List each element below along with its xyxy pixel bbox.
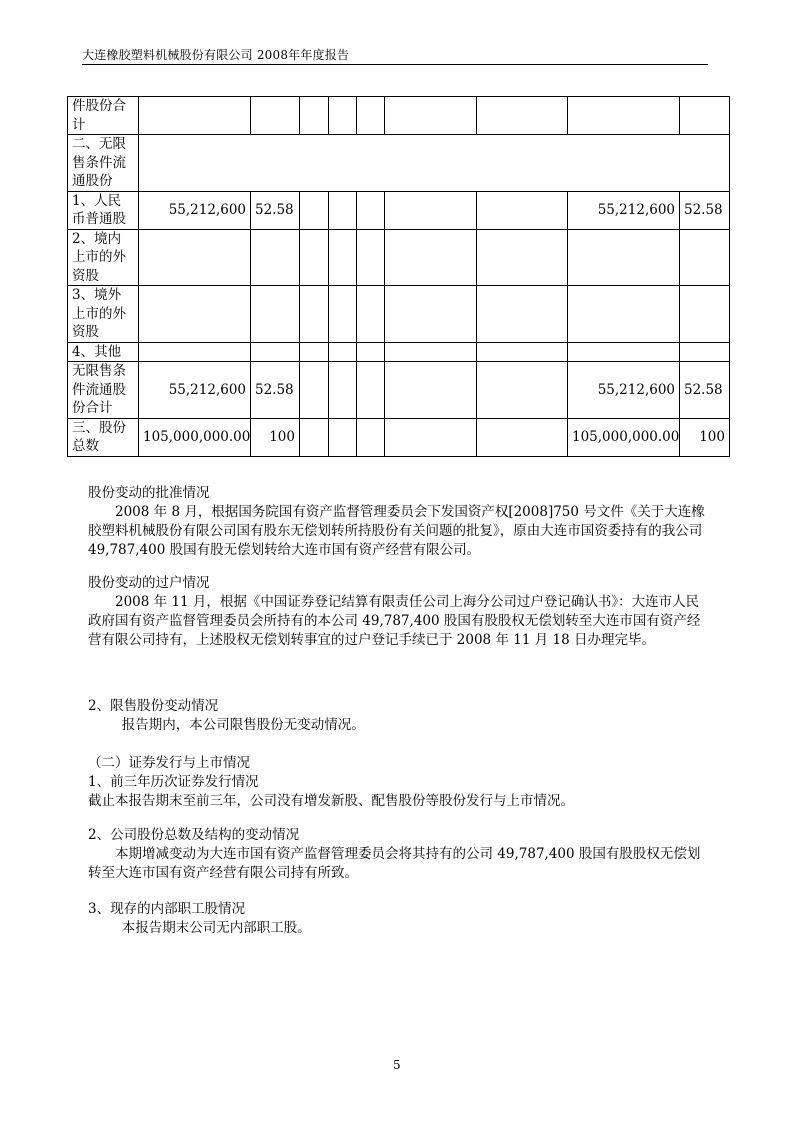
section-paragraph: 本报告期末公司无内部职工股。 <box>121 920 311 936</box>
before-percent: 52.58 <box>251 191 300 229</box>
row-label: 3、境外上市的外资股 <box>68 286 139 343</box>
table-row <box>68 362 730 419</box>
after-quantity: 55,212,600 <box>568 362 680 419</box>
section-heading: 2、限售股份变动情况 <box>88 698 219 714</box>
before-quantity: 105,000,000.00 <box>139 418 251 456</box>
share-structure-table <box>67 96 730 457</box>
row-label: 4、其他 <box>68 342 139 362</box>
header-divider <box>82 64 708 65</box>
section-paragraph: 截止本报告期末至前三年，公司没有增发新股、配售股份等股份发行与上市情况。 <box>88 793 574 809</box>
table-section-row <box>68 135 730 192</box>
issuance-section <box>88 754 708 811</box>
row-label: 1、人民币普通股 <box>68 191 139 229</box>
section-paragraph: 2008 年 8 月，根据国务院国有资产监督管理委员会下发国资产权[2008]750 号文件《关于大连橡胶塑料机械股份有限公司国有股东无偿划转所持股份有关问题的批复》，原由大连市国资委持有的我公司 49,787,400 股国有股无偿划转给大连市国有资产经营有限公司。 <box>88 504 705 558</box>
section-heading: 股份变动的批准情况 <box>88 485 210 501</box>
row-label: 三、股份总数 <box>68 418 139 456</box>
section-heading: 股份变动的过户情况 <box>88 575 210 591</box>
page-number: 5 <box>393 1058 401 1072</box>
table-row <box>68 342 730 362</box>
row-label: 2、境内上市的外资股 <box>68 229 139 286</box>
restricted-shares-section <box>88 697 708 735</box>
row-label: 无限售条件流通股份合计 <box>68 362 139 419</box>
section-paragraph: 本期增减变动为大连市国有资产监督管理委员会将其持有的公司 49,787,400 股国有股股权无偿划转至大连市国有资产经营有限公司持有所致。 <box>88 846 701 881</box>
before-percent: 100 <box>251 418 300 456</box>
subsection-heading: 3、现存的内部职工股情况 <box>88 901 246 917</box>
section-heading: （二）证券发行与上市情况 <box>88 755 250 771</box>
before-percent: 52.58 <box>251 362 300 419</box>
section-paragraph: 2008 年 11 月，根据《中国证券登记结算有限责任公司上海分公司过户登记确认书》：大连市人民政府国有资产监督管理委员会所持有的本公司 49,787,400 股国有股股权无偿划转至大连市国有资产经营有限公司持有，上述股权无偿划转事宜的过户登记手续已于 2008 年 11 月 18 日办理完毕。 <box>88 594 701 648</box>
transfer-section <box>88 574 708 650</box>
table-row <box>68 286 730 343</box>
subsection-heading: 2、公司股份总数及结构的变动情况 <box>88 827 300 843</box>
table-row <box>68 191 730 229</box>
section-paragraph: 报告期内，本公司限售股份无变动情况。 <box>121 717 365 733</box>
table-row <box>68 97 730 135</box>
row-label: 件股份合计 <box>68 97 139 135</box>
subsection-heading: 1、前三年历次证券发行情况 <box>88 774 259 790</box>
after-percent: 52.58 <box>680 191 730 229</box>
before-quantity: 55,212,600 <box>139 191 251 229</box>
share-change-section <box>88 826 708 883</box>
after-percent: 100 <box>680 418 730 456</box>
after-percent: 52.58 <box>680 362 730 419</box>
report-header-title: 大连橡胶塑料机械股份有限公司 2008年年度报告 <box>82 48 350 62</box>
approval-section <box>88 484 708 560</box>
after-quantity: 55,212,600 <box>568 191 680 229</box>
employee-shares-section <box>88 900 708 938</box>
table-row <box>68 229 730 286</box>
section-label: 二、无限售条件流通股份 <box>68 135 139 192</box>
after-quantity: 105,000,000.00 <box>568 418 680 456</box>
before-quantity: 55,212,600 <box>139 362 251 419</box>
table-total-row <box>68 418 730 456</box>
